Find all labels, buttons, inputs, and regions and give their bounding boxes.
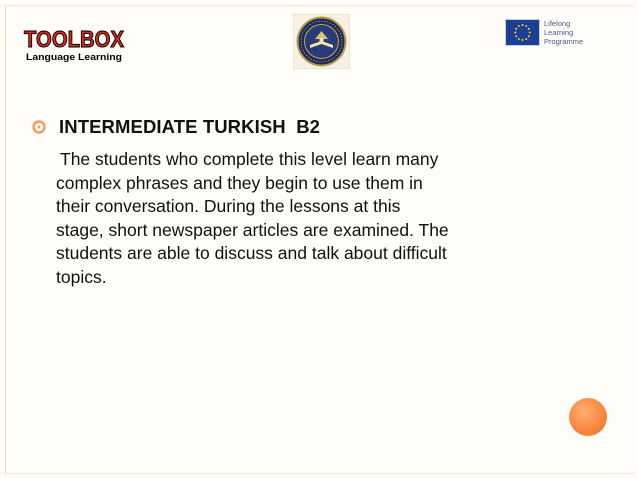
toolbox-logo (22, 22, 130, 64)
heading-bullet-line (29, 116, 320, 138)
eu-flag-icon (505, 19, 540, 46)
decorative-orange-circle (569, 398, 607, 436)
slide-frame-left (5, 5, 6, 474)
body-line: students are able to discuss and talk about difficult (56, 243, 447, 263)
slide-heading: INTERMEDIATE TURKISH B2 (59, 116, 321, 137)
llp-logo-text (544, 19, 583, 46)
body-paragraph (56, 148, 526, 289)
lifelong-learning-programme-logo (505, 14, 595, 50)
bullet-ring-icon (29, 117, 49, 137)
body-line: topics. (56, 266, 107, 287)
toolbox-logo-title: TOOLBOX (24, 26, 125, 52)
body-line: complex phrases and they begin to use them in (56, 172, 423, 193)
slide-frame-top (5, 5, 633, 6)
body-line: their conversation. During the lessons at this (56, 196, 401, 216)
body-line: The students who complete this level learn many (60, 149, 439, 169)
toolbox-logo-subtitle: Language Learning (26, 52, 122, 62)
llp-line-3: Programme (544, 36, 584, 46)
school-seal-logo (293, 14, 350, 69)
llp-line-2: Learning (544, 27, 574, 37)
llp-line-1: Lifelong (544, 18, 571, 28)
body-line: stage, short newspaper articles are examined. The (56, 219, 449, 240)
slide-frame-bottom (5, 473, 633, 474)
